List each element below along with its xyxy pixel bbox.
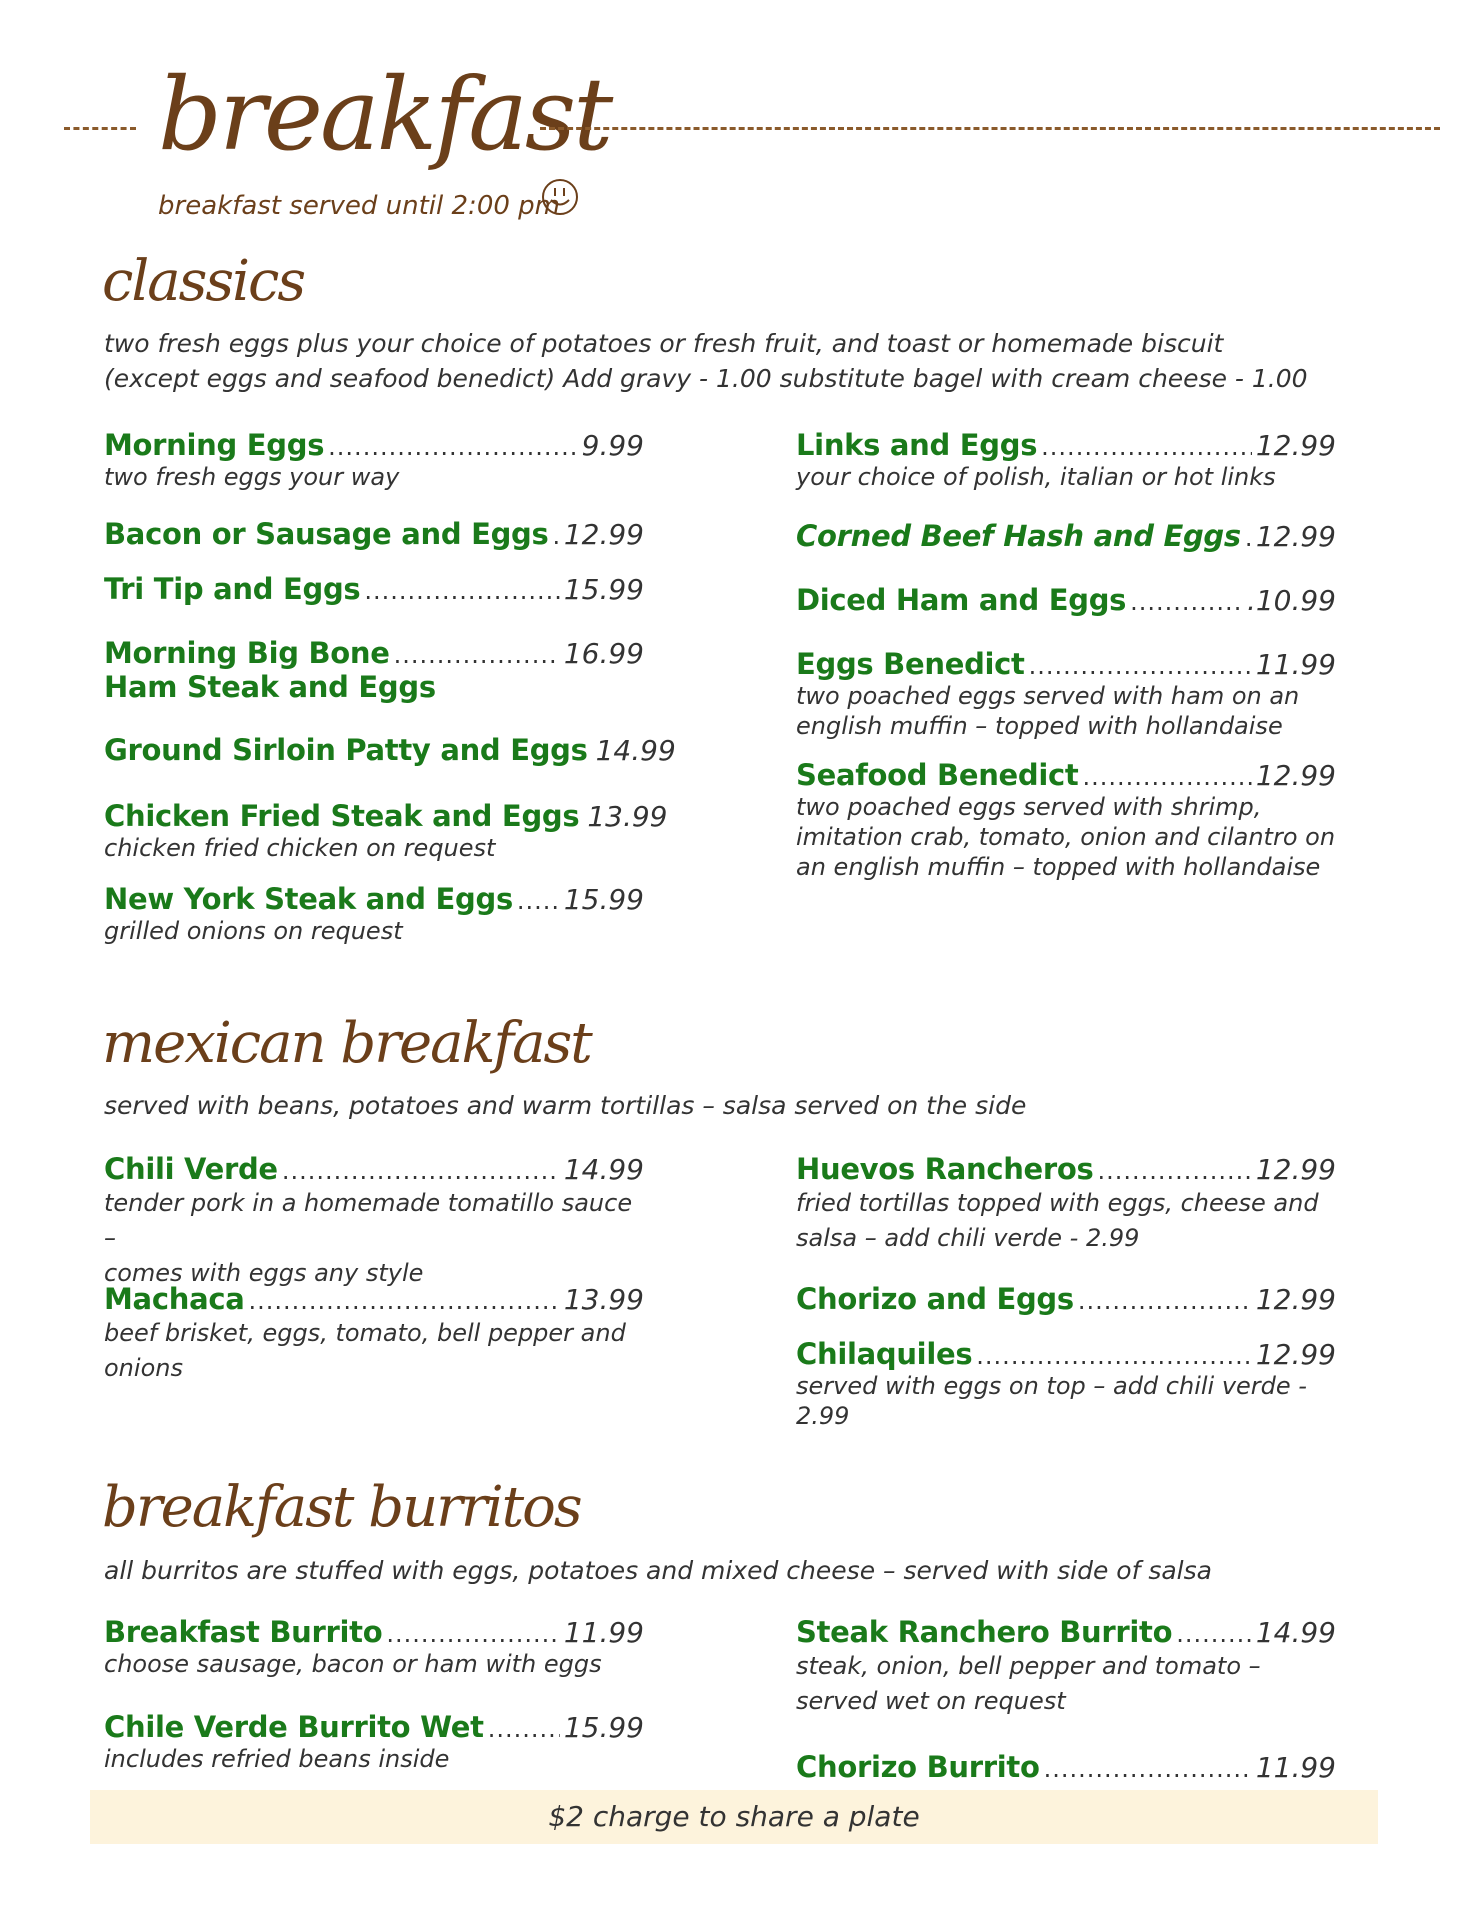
item-price: 12.99 <box>563 518 644 551</box>
item-description: two poached eggs served with shrimp, imitation crab, tomato, onion and cilantro on an english muffin – topped with hollandaise <box>796 793 1336 881</box>
item-price: 12.99 <box>1255 1153 1336 1186</box>
item-name: Chorizo and Eggs <box>796 1282 1074 1316</box>
item-name: Tri Tip and Eggs <box>104 572 361 606</box>
item-name: Chorizo Burrito <box>796 1750 1040 1784</box>
item-description: beef brisket, eggs, tomato, bell pepper and onions <box>104 1319 626 1382</box>
leader-dots <box>976 1342 1252 1370</box>
section-description-classics: two fresh eggs plus your choice of potatoes or fresh fruit, and toast or homemade biscuit (except eggs and seafood benedict) Add gravy - 1.00 substitute bagel with cream cheese - 1.00 <box>104 329 1308 393</box>
menu-item <box>796 1337 1336 1431</box>
menu-item <box>796 428 1336 492</box>
menu-item <box>796 758 1336 882</box>
menu-item <box>796 583 1336 617</box>
item-price: 11.99 <box>1255 1751 1336 1784</box>
item-description: your choice of polish, italian or hot links <box>796 463 1276 491</box>
item-name: Steak Ranchero Burrito <box>796 1615 1173 1649</box>
item-price: 11.99 <box>563 1616 644 1649</box>
item-price: 12.99 <box>1255 1338 1336 1371</box>
item-name: Links and Eggs <box>796 428 1038 462</box>
item-name: Eggs Benedict <box>796 647 1025 681</box>
menu-item <box>104 799 668 863</box>
page-title: breakfast <box>158 56 611 173</box>
footer-banner <box>90 1790 1378 1844</box>
leader-dots <box>1044 1755 1252 1783</box>
item-name: Chicken Fried Steak and Eggs <box>104 799 580 833</box>
section-description-mexican: served with beans, potatoes and warm tortillas – salsa served on the side <box>104 1091 1027 1120</box>
item-name: Morning Eggs <box>104 428 325 462</box>
served-until-note: breakfast served until 2:00 pm <box>158 191 560 221</box>
section-title-mexican: mexican breakfast <box>102 1011 591 1076</box>
item-name: Morning Big Bone <box>104 636 390 670</box>
smiley-icon <box>540 177 580 217</box>
item-description: includes refried beans inside <box>104 1745 450 1773</box>
item-name: Seafood Benedict <box>796 758 1079 792</box>
header-dash-right <box>540 127 1440 130</box>
item-description: tender pork in a homemade tomatillo sauce – comes with eggs any style <box>104 1189 633 1287</box>
menu-item <box>104 428 644 492</box>
item-price: 12.99 <box>1255 520 1336 553</box>
menu-item <box>104 572 644 606</box>
item-name: Diced Ham and Eggs <box>796 583 1127 617</box>
item-name: Chilaquiles <box>796 1337 973 1371</box>
section-description-burritos: all burritos are stuffed with eggs, potatoes and mixed cheese – served with side of salsa <box>104 1556 1212 1585</box>
item-price: 13.99 <box>587 800 668 833</box>
item-description: served with eggs on top – add chili verde - 2.99 <box>796 1372 1307 1430</box>
menu-item <box>104 882 644 946</box>
item-price: 13.99 <box>563 1283 644 1316</box>
item-price: 12.99 <box>1255 1283 1336 1316</box>
leader-dots <box>1176 1620 1252 1648</box>
item-price: .10.99 <box>1246 584 1336 617</box>
leader-dots <box>1029 652 1252 680</box>
item-name: Breakfast Burrito <box>104 1615 383 1649</box>
menu-item <box>104 636 644 704</box>
item-price: 12.99 <box>1255 429 1336 462</box>
leader-dots <box>1245 524 1252 552</box>
item-name: Chili Verde <box>104 1152 278 1186</box>
menu-item <box>104 733 676 767</box>
item-name: Corned Beef Hash and Eggs <box>796 519 1241 553</box>
menu-item <box>796 1282 1336 1316</box>
menu-item <box>796 1750 1336 1784</box>
menu-item <box>104 517 644 551</box>
menu-item <box>104 1710 644 1774</box>
menu-item <box>796 647 1336 741</box>
section-title-classics: classics <box>102 249 305 314</box>
item-name: Ground Sirloin Patty and Eggs <box>104 733 588 767</box>
header-dash-left <box>64 127 136 130</box>
item-price: 14.99 <box>595 734 676 767</box>
item-description: chicken fried chicken on request <box>104 834 496 862</box>
item-price: 12.99 <box>1255 759 1336 792</box>
leader-dots <box>282 1157 560 1185</box>
item-description: two poached eggs served with ham on an english muffin – topped with hollandaise <box>796 682 1300 740</box>
item-price: 9.99 <box>581 429 644 462</box>
item-name-line2: Ham Steak and Eggs <box>104 670 436 704</box>
leader-dots <box>1078 1287 1252 1315</box>
item-price: 14.99 <box>1255 1616 1336 1649</box>
item-description: steak, onion, bell pepper and tomato – served wet on request <box>796 1652 1261 1715</box>
menu-item <box>796 519 1336 553</box>
leader-dots <box>1130 588 1243 616</box>
item-price: 15.99 <box>563 883 644 916</box>
leader-dots <box>488 1715 560 1743</box>
item-price: 14.99 <box>563 1153 644 1186</box>
item-name: Machaca <box>104 1282 245 1316</box>
menu-item <box>796 1152 1336 1256</box>
leader-dots <box>1082 763 1251 791</box>
menu-item <box>796 1615 1336 1719</box>
menu-item <box>104 1152 644 1291</box>
item-price: 16.99 <box>563 637 644 670</box>
item-description: choose sausage, bacon or ham with eggs <box>104 1650 602 1678</box>
menu-item <box>104 1615 644 1679</box>
item-name: Bacon or Sausage and Eggs <box>104 517 549 551</box>
leader-dots <box>517 887 560 915</box>
leader-dots <box>328 433 577 461</box>
item-price: 11.99 <box>1255 648 1336 681</box>
leader-dots <box>386 1620 560 1648</box>
leader-dots <box>552 522 559 550</box>
item-name: Chile Verde Burrito Wet <box>104 1710 484 1744</box>
leader-dots <box>394 641 560 669</box>
leader-dots <box>364 577 559 605</box>
footer-note: $2 charge to share a plate <box>548 1800 920 1833</box>
menu-item <box>104 1282 644 1386</box>
item-price: 15.99 <box>563 573 644 606</box>
item-description: grilled onions on request <box>104 917 403 945</box>
leader-dots <box>249 1287 560 1315</box>
item-description: fried tortillas topped with eggs, cheese and salsa – add chili verde - 2.99 <box>796 1189 1319 1252</box>
item-description: two fresh eggs your way <box>104 463 400 491</box>
section-title-burritos: breakfast burritos <box>102 1475 581 1540</box>
leader-dots <box>1098 1157 1252 1185</box>
item-price: 15.99 <box>563 1711 644 1744</box>
leader-dots <box>1041 433 1252 461</box>
item-name: Huevos Rancheros <box>796 1152 1094 1186</box>
item-name: New York Steak and Eggs <box>104 882 513 916</box>
